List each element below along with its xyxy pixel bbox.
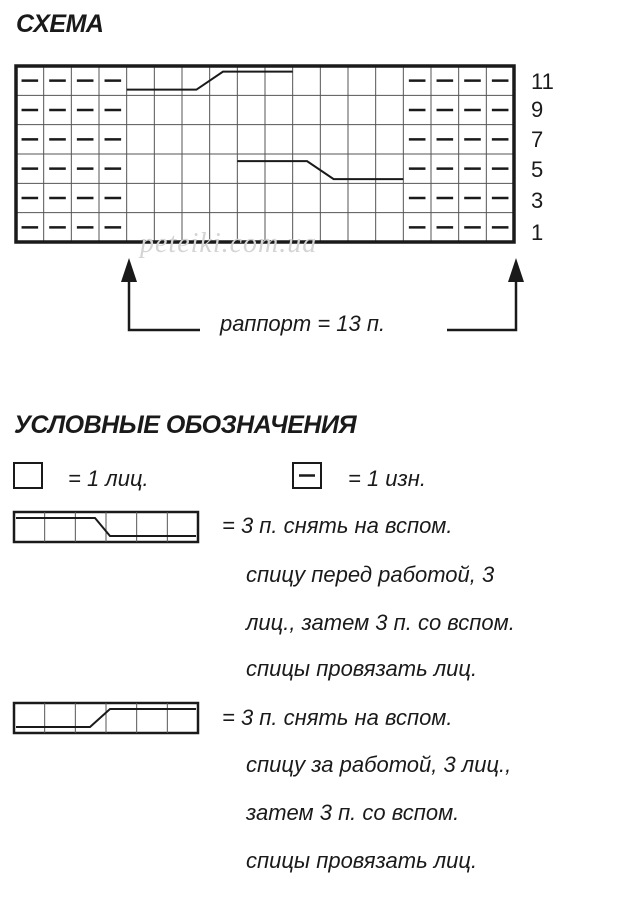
repeat-arrow-left [121, 258, 137, 282]
repeat-bracket-right [447, 280, 516, 330]
row-number-9: 9 [531, 97, 544, 122]
row-number-3: 3 [531, 188, 544, 213]
cable-front-line-3: лиц., затем 3 п. со вспом. [246, 610, 515, 635]
row-number-5: 5 [531, 157, 544, 182]
repeat-label: раппорт = 13 п. [220, 311, 386, 336]
legend-purl-label: = 1 изн. [348, 466, 426, 491]
row-number-1: 1 [531, 220, 544, 245]
cable-front-line-1: = 3 п. снять на вспом. [222, 513, 453, 538]
cable-back-line-2: спицу за работой, 3 лиц., [246, 752, 512, 777]
cable-front-line-4: спицы провязать лиц. [246, 656, 478, 681]
repeat-bracket-left [129, 280, 200, 330]
legend-knit-symbol [14, 463, 42, 488]
legend-title: УСЛОВНЫЕ ОБОЗНАЧЕНИЯ [14, 411, 357, 439]
row-number-11: 11 [531, 69, 554, 94]
cable-back-line-3: затем 3 п. со вспом. [246, 800, 460, 825]
row-number-7: 7 [531, 127, 544, 152]
cable-back-line-1: = 3 п. снять на вспом. [222, 705, 453, 730]
legend-knit-label: = 1 лиц. [68, 466, 149, 491]
cable-back-line-4: спицы провязать лиц. [246, 848, 478, 873]
repeat-arrow-right [508, 258, 524, 282]
scheme-title: СХЕМА [16, 10, 104, 38]
cable-front-line-2: спицу перед работой, 3 [246, 562, 495, 587]
watermark: peteiki.com.ua [140, 228, 318, 259]
